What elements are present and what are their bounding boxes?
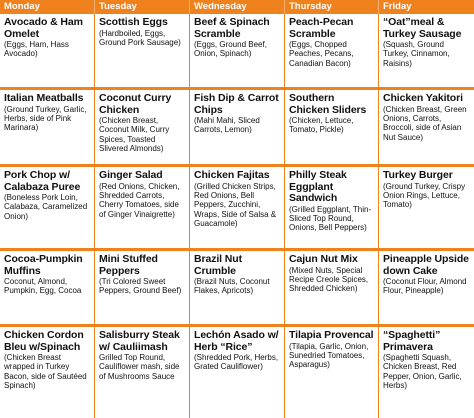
meal-ingredients: (Chicken, Lettuce, Tomato, Pickle) [289, 116, 354, 135]
meal-title: Tilapia Provencal [289, 329, 374, 341]
meal-title: “Spaghetti” Primavera [383, 329, 441, 353]
meal-title: Fish Dip & Carrot Chips [194, 92, 279, 116]
day-header-friday: Friday [379, 0, 474, 14]
meal-ingredients: (Tilapia, Garlic, Onion, Sunedried Tomatoes, Asparagus) [289, 341, 369, 370]
meal-cell [0, 14, 95, 90]
meal-ingredients: (Ground Turkey, Crispy Onion Rings, Lettuce, Tomato) [383, 181, 466, 210]
meal-ingredients: (Grilled Eggplant, Thin-Sliced Top Round, Onions, Bell Peppers) [289, 204, 372, 233]
meal-cell [95, 327, 190, 418]
meal-ingredients: (Eggs, Chopped Peaches, Pecans, Canadian Bacon) [289, 40, 354, 68]
meal-ingredients: (Chicken Breast, Coconut Milk, Curry Spices, Toasted Slivered Almonds) [99, 116, 170, 154]
meal-cell [285, 14, 379, 90]
meal-cell [190, 251, 285, 327]
meal-title: Chicken Fajitas [194, 169, 270, 181]
meal-cell [95, 167, 190, 251]
meal-ingredients: (Grilled Chicken Strips, Red Onions, Bell Peppers, Zucchini, Wraps, Side of Salsa & Guacamole) [194, 181, 277, 229]
meal-title: Philly Steak Eggplant Sandwich [289, 169, 347, 204]
meal-title: Coconut Curry Chicken [99, 92, 172, 116]
meal-cell [379, 167, 474, 251]
day-header-tuesday: Tuesday [95, 0, 190, 14]
meal-ingredients: (Brazil Nuts, Coconut Flakes, Apricots) [194, 277, 270, 296]
meal-cell [95, 251, 190, 327]
meal-cell [0, 167, 95, 251]
meal-cell [95, 14, 190, 90]
meal-title: Mini Stuffed Peppers [99, 253, 158, 277]
meal-cell [285, 90, 379, 167]
meal-title: Pork Chop w/ Calabaza Puree [4, 169, 81, 193]
meal-cell [285, 167, 379, 251]
meal-ingredients: (Spaghetti Squash, Chicken Breast, Red Pepper, Onion, Garlic, Herbs) [383, 353, 462, 391]
meal-ingredients: (Chicken Breast, Green Onions, Carrots, Broccoli, side of Asian Nut Sauce) [383, 104, 467, 142]
meal-title: “Oat”meal & Turkey Sausage [383, 16, 462, 40]
meal-ingredients: (Eggs, Ground Beef, Onion, Spinach) [194, 40, 267, 59]
meal-title: Scottish Eggs [99, 16, 168, 28]
meal-title: Chicken Yakitori [383, 92, 463, 104]
meal-ingredients: (Chicken Breast wrapped in Turkey Bacon, side of Sautéed Spinach) [4, 353, 87, 391]
meal-cell [379, 14, 474, 90]
meal-ingredients: (Tri Colored Sweet Peppers, Ground Beef) [99, 277, 182, 296]
meal-ingredients: Coconut, Almond, Pumpkin, Egg, Cocoa [4, 277, 82, 296]
meal-ingredients: (Boneless Pork Loin, Calabaza, Caramelized Onion) [4, 193, 88, 221]
meal-title: Italian Meatballs [4, 92, 84, 104]
meal-cell [190, 14, 285, 90]
meal-cell [0, 90, 95, 167]
meal-title: Chicken Cordon Bleu w/Spinach [4, 329, 84, 353]
meal-ingredients: (Coconut Flour, Almond Flour, Pineapple) [383, 277, 467, 296]
day-header-thursday: Thursday [285, 0, 379, 14]
meal-cell [379, 251, 474, 327]
meal-cell [190, 90, 285, 167]
meal-ingredients: (Eggs, Ham, Hass Avocado) [4, 40, 69, 59]
day-header-monday: Monday [0, 0, 95, 14]
meal-ingredients: (Mixed Nuts, Special Recipe Creole Spices, Shredded Chicken) [289, 265, 369, 294]
meal-title: Cocoa-Pumpkin Muffins [4, 253, 83, 277]
meal-ingredients: (Red Onions, Chicken, Shredded Carrots, Cherry Tomatoes, side of Ginger Vinaigrette) [99, 181, 180, 219]
meal-ingredients: (Mahi Mahi, Sliced Carrots, Lemon) [194, 116, 260, 135]
meal-ingredients: (Squash, Ground Turkey, Cinnamon, Raisins) [383, 40, 450, 68]
meal-cell [95, 90, 190, 167]
meal-ingredients: (Ground Turkey, Garlic, Herbs, side of Pink Marinara) [4, 104, 87, 133]
meal-cell [379, 90, 474, 167]
meal-cell [379, 327, 474, 418]
meal-title: Turkey Burger [383, 169, 453, 181]
meal-cell [285, 251, 379, 327]
meal-title: Southern Chicken Sliders [289, 92, 367, 116]
meal-cell [190, 167, 285, 251]
meal-ingredients: Grilled Top Round, Cauliflower mash, side of Mushrooms Sauce [99, 353, 180, 381]
meal-title: Cajun Nut Mix [289, 253, 358, 265]
day-header-wednesday: Wednesday [190, 0, 285, 14]
meal-title: Pineapple Upside down Cake [383, 253, 469, 277]
meal-cell [285, 327, 379, 418]
meal-title: Brazil Nut Crumble [194, 253, 243, 277]
meal-title: Lechón Asado w/ Herb “Rice” [194, 329, 279, 353]
meal-ingredients: (Hardboiled, Eggs, Ground Pork Sausage) [99, 28, 181, 47]
meal-title: Beef & Spinach Scramble [194, 16, 270, 40]
meal-cell [190, 327, 285, 418]
meal-title: Peach-Pecan Scramble [289, 16, 354, 40]
meal-title: Ginger Salad [99, 169, 163, 181]
meal-title: Salisburry Steak w/ Cauliimash [99, 329, 180, 353]
meal-ingredients: (Shredded Pork, Herbs, Grated Cauliflower) [194, 353, 279, 372]
meal-cell [0, 327, 95, 418]
meal-cell [0, 251, 95, 327]
meal-title: Avocado & Ham Omelet [4, 16, 83, 40]
